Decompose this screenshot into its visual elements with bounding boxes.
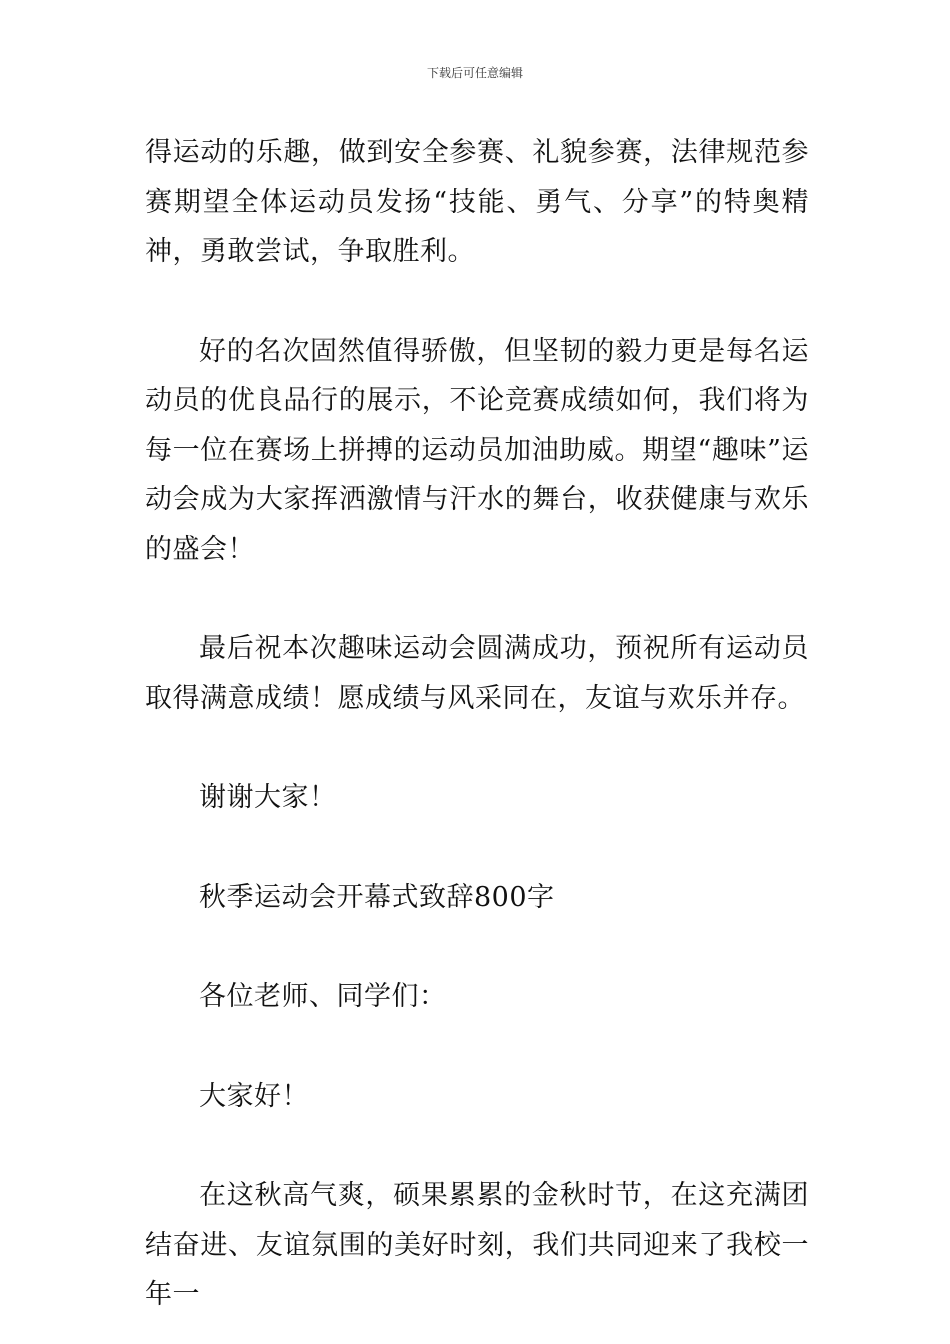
paragraph-gap (145, 723, 809, 773)
salutation: 各位老师、同学们： (199, 981, 447, 1012)
paragraph-gap (145, 1022, 809, 1072)
paragraph-gap (145, 922, 809, 972)
paragraph-gap (145, 574, 809, 624)
document-body (145, 128, 809, 1320)
paragraph-gap (145, 277, 809, 327)
paragraph-continuation: 得运动的乐趣，做到安全参赛、礼貌参赛，法律规范参赛期望全体运动员发扬“技能、勇气、分享”的特奥精神，勇敢尝试，争取胜利。 (145, 137, 809, 267)
paragraph: 最后祝本次趣味运动会圆满成功，预祝所有运动员取得满意成绩！愿成绩与风采同在，友谊与欢乐并存。 (145, 633, 809, 714)
greeting: 大家好！ (199, 1080, 309, 1112)
section-title: 秋季运动会开幕式致辞800字 (199, 881, 555, 913)
paragraph-gap (145, 1121, 809, 1171)
paragraph: 好的名次固然值得骄傲，但坚韧的毅力更是每名运动员的优良品行的展示，不论竞赛成绩如何，我们将为每一位在赛场上拼搏的运动员加油助威。期望“趣味”运动会成为大家挥洒激情与汗水的舞台，收获健康与欢乐的盛会！ (145, 335, 809, 565)
page-header: 下载后可任意编辑 (426, 66, 523, 80)
paragraph: 在这秋高气爽，硕果累累的金秋时节，在这充满团结奋进、友谊氛围的美好时刻，我们共同迎来了我校一年一 (145, 1180, 809, 1310)
paragraph-gap (145, 823, 809, 873)
paragraph-thanks: 谢谢大家！ (199, 782, 337, 813)
